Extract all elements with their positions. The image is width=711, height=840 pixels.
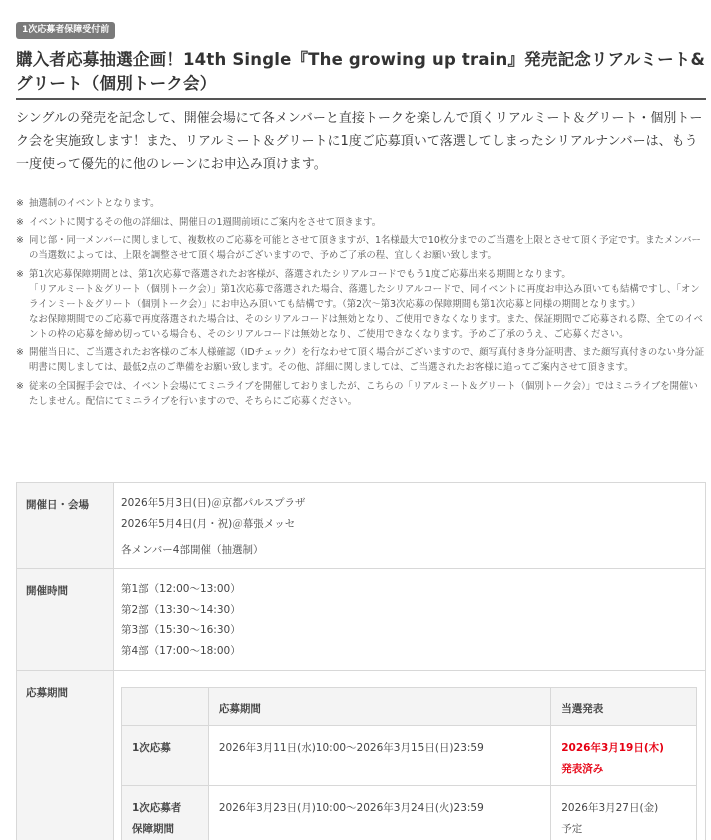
status-badge: 1次応募者保障受付前 (16, 22, 115, 39)
time-slot: 第2部（13:30～14:30） (121, 603, 241, 616)
note-item (16, 267, 706, 342)
time-slot: 第4部（17:00～18:00） (121, 644, 241, 657)
period-row (17, 671, 706, 840)
header-blank (122, 688, 209, 726)
time-row (17, 569, 706, 671)
event-info-table (16, 482, 706, 840)
venue-row (17, 483, 706, 569)
round-result (551, 726, 697, 786)
table-row (122, 726, 697, 786)
round-result (551, 786, 697, 840)
note-mark: ※ (16, 380, 24, 392)
note-mark: ※ (16, 268, 24, 280)
round-name: 1次応募 (122, 726, 209, 786)
note-text: イベントに関するその他の詳細は、開催日の1週間前頃にご案内をさせて頂きます。 (29, 216, 382, 228)
venue-line: 2026年5月3日(日)＠京都パルスプラザ (121, 497, 306, 509)
page-title: 購入者応募抽選企画！14th Single『The growing up train』発売記念リアルミート&グリート（個別トーク会） (16, 50, 706, 93)
period-table-header (122, 688, 697, 726)
result-status: 発表済み (561, 763, 604, 775)
result-date: 2026年3月19日(木) (561, 742, 664, 754)
period-cell (114, 671, 706, 840)
header-period: 応募期間 (208, 688, 550, 726)
note-item (16, 215, 706, 230)
notes-list (16, 196, 706, 412)
note-item (16, 379, 706, 409)
intro-text: シングルの発売を記念して、開催会場にて各メンバーと直接トークを楽しんで頂くリアルミート＆グリート・個別トーク会を実施致します！また、リアルミート＆グリートに1度ご応募頂いて落選してしまったシリアルナンバーは、もう一度使って優先的に他のレーンにお申込み頂けます。 (16, 111, 703, 172)
note-mark: ※ (16, 216, 24, 228)
note-text: 従来の全国握手会では、イベント会場にてミニライブを開催しておりましたが、こちらの「リアルミート＆グリート（個別トーク会）」ではミニライブを開催いたしません。配信にてミニライブを行いますので、そちらにご応募ください。 (29, 380, 698, 407)
note-text: 抽選制のイベントとなります。 (29, 198, 160, 209)
result-status: 予定 (561, 823, 583, 835)
table-row (122, 786, 697, 840)
venue-cell (114, 483, 706, 569)
note-text: 第1次応募保障期間とは、第1次応募で落選されたお客様が、落選されたシリアルコードでもう1度ご応募出来る期間となります。 「リアルミート＆グリート（個別トーク会）」第1次応募で落選された場合、落選したシリアルコードで、同イベントに再度お申込み頂いても結構ですし、「オンラインミート＆グリート（個別トーク会）」にお申込み頂いても結構です。（第2次～第3次応募の保障期間も第1次応募と同様の期間となります。） なお保障期間でのご応募で再度落選された場合は、そのシリアルコードは無効となり、ご使用できなくなります。また、保証期間でご応募される際、全てのイベントの枠の応募を締め切っている場合も、そのシリアルコードは無効となり、ご使用できなくなります。予めご了承のうえ、ご応募ください。 (29, 268, 703, 340)
time-cell (114, 569, 706, 671)
venue-note: 各メンバー4部開催（抽選制） (121, 544, 264, 556)
note-mark: ※ (16, 347, 24, 358)
note-item (16, 196, 706, 211)
time-slot: 第3部（15:30～16:30） (121, 624, 241, 636)
note-mark: ※ (16, 235, 24, 246)
round-name-line: 1次応募者 (132, 802, 182, 814)
period-label: 応募期間 (17, 671, 114, 840)
venue-line: 2026年5月4日(月・祝)＠幕張メッセ (121, 517, 296, 530)
time-label: 開催時間 (17, 569, 114, 671)
application-period-table (121, 687, 697, 840)
note-text: 同じ部・同一メンバーに関しまして、複数枚のご応募を可能とさせて頂きますが、1名様最大で10枚分までのご当選を上限とさせて頂く予定です。またメンバーの当選数によっては、上限を調整させて頂く場合がございますので、予めご了承の程、宜しくお願い致します。 (29, 235, 701, 261)
title-divider (16, 98, 706, 100)
result-date: 2026年3月27日(金) (561, 802, 659, 814)
note-item (16, 233, 706, 263)
header-result: 当選発表 (551, 688, 697, 726)
round-name (122, 786, 209, 840)
note-mark: ※ (16, 198, 24, 209)
round-name-line: 保障期間 (132, 823, 174, 835)
note-item (16, 345, 706, 375)
venue-label: 開催日・会場 (17, 483, 114, 569)
note-text: 開催当日に、ご当選されたお客様のご本人様確認（IDチェック）を行なわせて頂く場合がございますので、顔写真付き身分証明書、また顔写真付きのない身分証明書に関しましては、最低2点のご準備をお願い致します。その他、詳細に関しましては、ご当選されたお客様に追ってご案内させて頂きます。 (29, 347, 705, 373)
round-period: 2026年3月23日(月)10:00～2026年3月24日(火)23:59 (208, 786, 550, 840)
time-slot: 第1部（12:00～13:00） (121, 583, 241, 595)
round-period: 2026年3月11日(水)10:00～2026年3月15日(日)23:59 (208, 726, 550, 786)
